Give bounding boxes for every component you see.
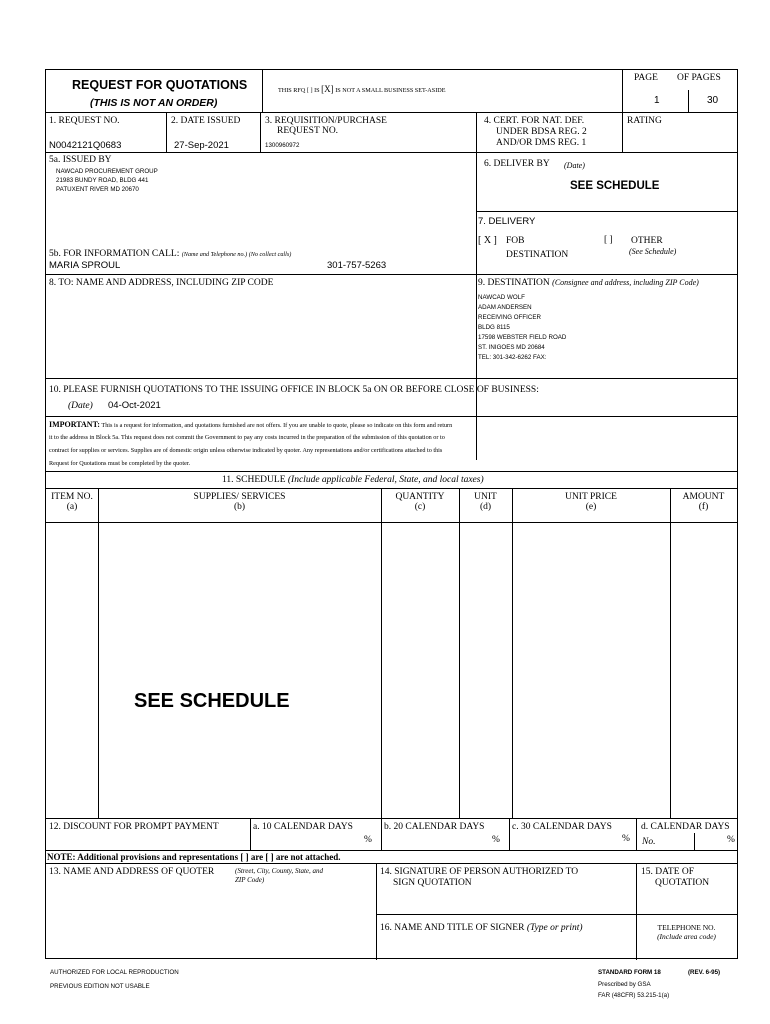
discount-20-days: b. 20 CALENDAR DAYS (384, 822, 485, 832)
date-issued-value: 27-Sep-2021 (174, 140, 229, 151)
destination-label: 9. DESTINATION (Consignee and address, including ZIP Code) (478, 278, 699, 288)
col-supplies-services: SUPPLIES/ SERVICES (b) (193, 492, 286, 512)
provisions-are-checkbox[interactable]: [ ] (240, 852, 249, 862)
additional-provisions-note: NOTE: Additional provisions and representations [ ] are [ ] are not attached. (47, 852, 341, 862)
request-no-label: 1. REQUEST NO. (49, 116, 120, 126)
important-line-4: Request for Quotations must be completed by the quoter. (49, 460, 191, 467)
page-number: 1 (654, 95, 660, 106)
issued-by-line-1: NAWCAD PROCUREMENT GROUP (56, 168, 158, 175)
fob-destination-label: DESTINATION (506, 250, 569, 260)
issued-by-line-2: 21983 BUNDY ROAD, BLDG 441 (56, 177, 149, 184)
close-date-note: (Date) (68, 401, 93, 411)
info-call-note: (Name and Telephone no.) (No collect calls) (181, 251, 292, 258)
col-unit-price: UNIT PRICE (e) (565, 492, 617, 512)
important-label: IMPORTANT: (49, 420, 100, 429)
rfq-form (45, 69, 738, 959)
schedule-note: (Include applicable Federal, State, and local taxes) (287, 475, 484, 485)
rating-label: RATING (627, 116, 662, 126)
schedule-body-text: SEE SCHEDULE (134, 690, 290, 712)
info-call-label: 5b. FOR INFORMATION CALL: (Name and Telephone no.) (No collect calls) (49, 249, 292, 259)
signer-name-title-note: (Type or print) (526, 923, 583, 933)
form-title: REQUEST FOR QUOTATIONS (72, 78, 248, 92)
small-business-statement: THIS RFQ [ ] IS [X] IS NOT A SMALL BUSINESS SET-ASIDE (278, 84, 446, 94)
destination-line-5: 17598 WEBSTER FIELD ROAD (478, 334, 567, 341)
destination-line-6: ST. INIGOES MD 20684 (478, 344, 545, 351)
discount-label: 12. DISCOUNT FOR PROMPT PAYMENT (49, 822, 219, 832)
footer-prescribed: Prescribed by GSA (598, 981, 651, 988)
schedule-title: 11. SCHEDULE (Include applicable Federal, State, and local taxes) (222, 475, 484, 485)
page-label: PAGE (634, 73, 658, 83)
footer-standard-form: STANDARD FORM 18 (598, 969, 661, 976)
info-call-name: MARIA SPROUL (49, 260, 121, 271)
destination-line-3: RECEIVING OFFICER (478, 314, 541, 321)
total-pages: 30 (707, 95, 719, 106)
info-call-phone: 301-757-5263 (327, 260, 387, 271)
provisions-are-not-checkbox[interactable]: [ ] (265, 852, 274, 862)
col-unit: UNIT (d) (474, 492, 497, 512)
fob-label: FOB (506, 236, 525, 246)
destination-line-7: TEL: 301-342-6262 FAX: (478, 354, 547, 361)
quotation-date-label-2: QUOTATION (655, 878, 710, 888)
deliver-by-value: SEE SCHEDULE (570, 180, 660, 192)
date-issued-label: 2. DATE ISSUED (171, 116, 241, 126)
quoter-address-note-1: (Street, City, County, State, and (235, 867, 324, 875)
discount-calendar-days: d. CALENDAR DAYS (641, 822, 730, 832)
quoter-address-note-2: ZIP Code) (235, 876, 265, 884)
footer-previous-edition: PREVIOUS EDITION NOT USABLE (50, 983, 150, 990)
telephone-label: TELEPHONE NO. (Include area code) (657, 923, 716, 941)
destination-line-4: BLDG 8115 (478, 324, 510, 331)
discount-days-no[interactable]: No. (642, 837, 656, 847)
cert-bdsa-label: UNDER BDSA REG. 2 (496, 127, 587, 137)
quoter-name-address-label: 13. NAME AND ADDRESS OF QUOTER (49, 867, 215, 877)
to-name-address-label: 8. TO: NAME AND ADDRESS, INCLUDING ZIP CODE (49, 278, 274, 288)
col-item-no: ITEM NO. (a) (51, 492, 93, 512)
col-amount: AMOUNT (f) (682, 492, 725, 512)
footer-revision: (REV. 6-95) (688, 969, 721, 976)
signature-label-1: 14. SIGNATURE OF PERSON AUTHORIZED TO (380, 867, 579, 877)
col-quantity: QUANTITY (c) (395, 492, 445, 512)
other-label: OTHER (631, 236, 663, 246)
footer-authorized: AUTHORIZED FOR LOCAL REPRODUCTION (50, 969, 179, 976)
destination-line-1: NAWCAD WOLF (478, 294, 525, 301)
of-pages-label: OF PAGES (677, 73, 721, 83)
destination-line-2: ADAM ANDERSEN (478, 304, 532, 311)
fob-checkbox[interactable]: [ X ] (478, 235, 497, 246)
close-date-value: 04-Oct-2021 (108, 400, 161, 411)
important-line-2: it to the address in Block 5a. This request does not commit the Government to pay any costs incurred in the preparation of the submission of this quotation or to (49, 434, 445, 441)
discount-30-pct[interactable]: % (622, 834, 630, 844)
issued-by-line-3: PATUXENT RIVER MD 20670 (56, 186, 139, 193)
destination-note: (Consignee and address, including ZIP Code) (552, 278, 699, 287)
important-line-3: contract for supplies or services. Supplies are of domestic origin unless otherwise indicated by quoter. Any representations and/or certifications attached to this (49, 447, 443, 454)
important-line-1: IMPORTANT: This is a request for information, and quotations furnished are not offers. If you are unable to quote, please so indicate on this form and return (49, 420, 453, 429)
signature-label-2: SIGN QUOTATION (393, 878, 472, 888)
discount-10-pct[interactable]: % (364, 835, 372, 845)
small-business-checkbox[interactable]: [X] (321, 84, 334, 94)
deliver-by-note: (Date) (564, 161, 585, 170)
footer-far: FAR (48CFR) 53.215-1(a) (598, 992, 670, 999)
requisition-label: 3. REQUISITION/PURCHASE (265, 116, 387, 126)
form-subtitle: (THIS IS NOT AN ORDER) (90, 97, 218, 109)
other-note: (See Schedule) (629, 247, 677, 256)
deliver-by-label: 6. DELIVER BY (484, 159, 550, 169)
request-no-value: N0042121Q0683 (49, 140, 122, 151)
discount-days-pct[interactable]: % (727, 835, 735, 845)
requisition-value: 1300960972 (265, 142, 300, 149)
other-checkbox[interactable]: [ ] (604, 235, 613, 245)
cert-dms-label: AND/OR DMS REG. 1 (496, 138, 587, 148)
cert-nat-def-label: 4. CERT. FOR NAT. DEF. (484, 116, 585, 126)
issued-by-label: 5a. ISSUED BY (49, 155, 112, 165)
discount-30-days: c. 30 CALENDAR DAYS (512, 822, 612, 832)
quotation-date-label-1: 15. DATE OF (641, 867, 695, 877)
requisition-label-2: REQUEST NO. (277, 126, 339, 136)
delivery-label: 7. DELIVERY (478, 216, 536, 227)
signer-name-title-label: 16. NAME AND TITLE OF SIGNER (Type or print) (380, 923, 583, 933)
discount-20-pct[interactable]: % (492, 835, 500, 845)
discount-10-days: a. 10 CALENDAR DAYS (253, 822, 353, 832)
furnish-quotations-text: 10. PLEASE FURNISH QUOTATIONS TO THE ISSUING OFFICE IN BLOCK 5a ON OR BEFORE CLOSE OF BUSINESS: (49, 385, 539, 395)
